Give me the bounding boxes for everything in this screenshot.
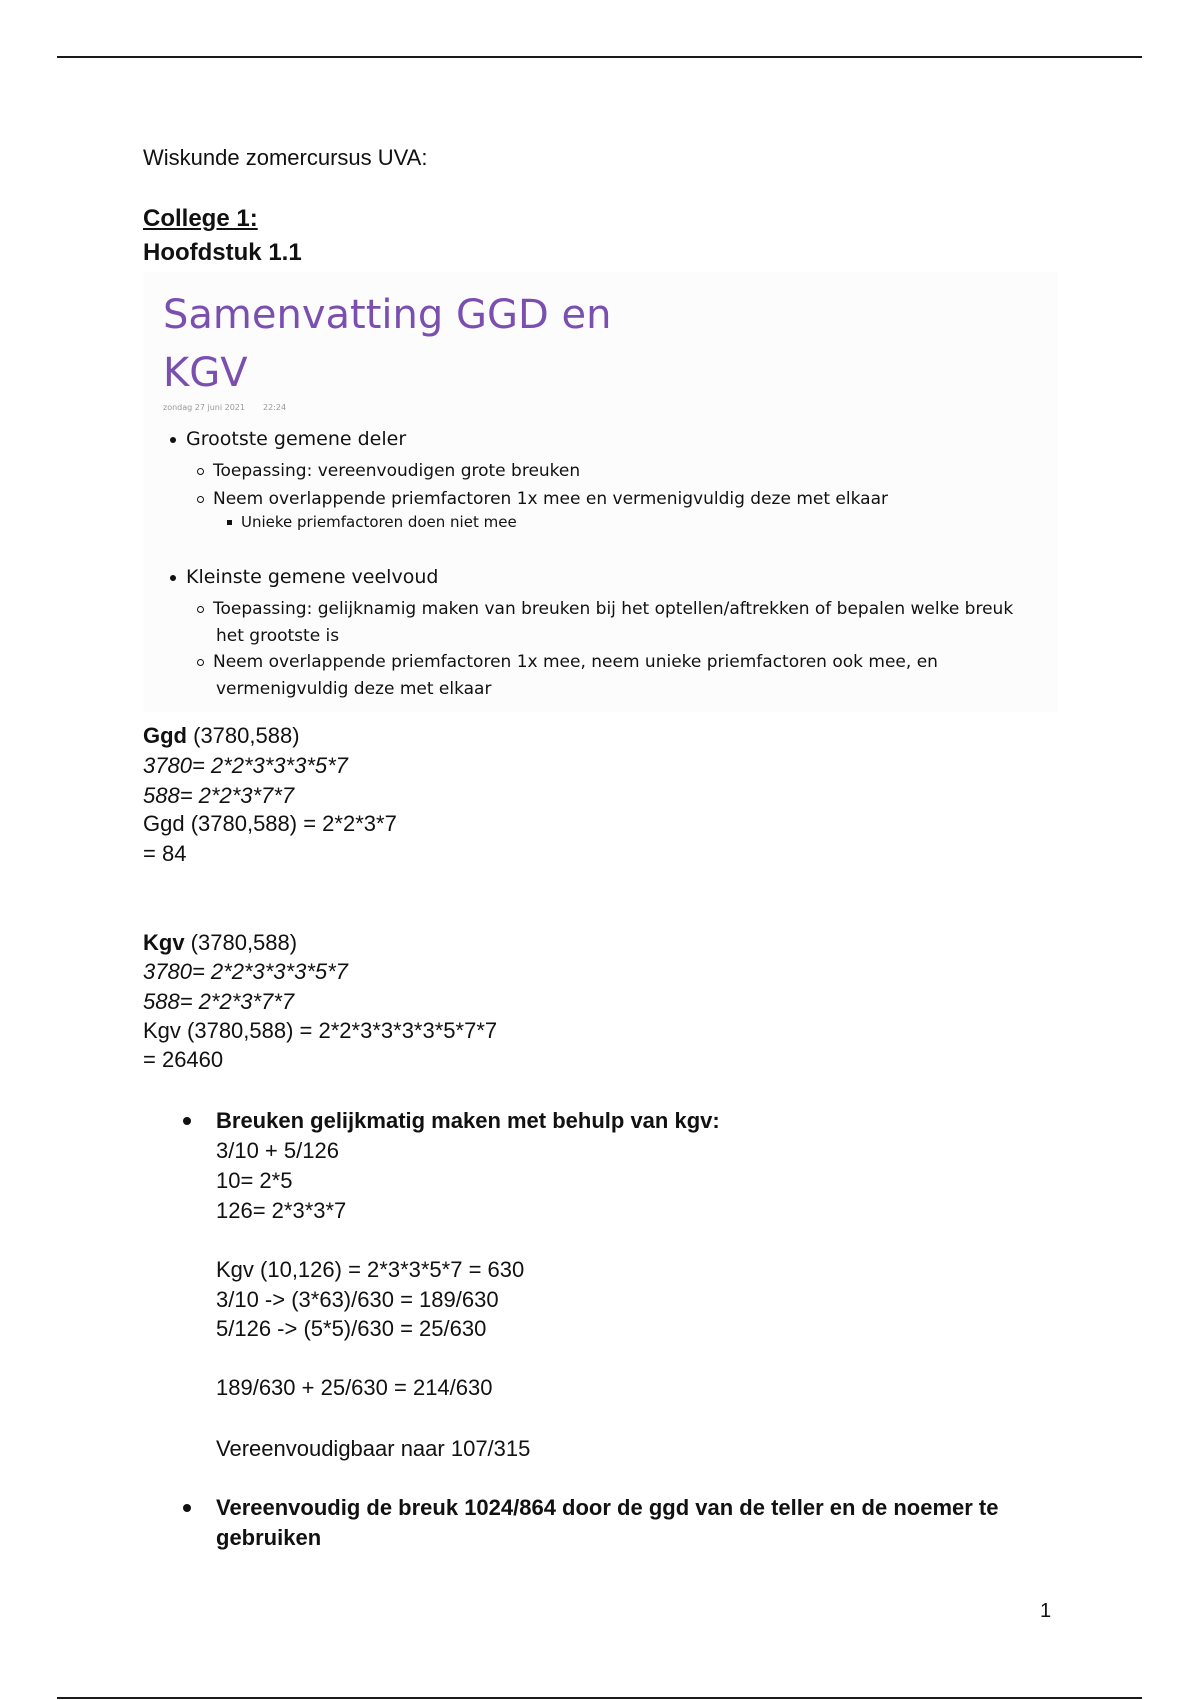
breuken-line6: 5/126 -> (5*5)/630 = 25/630 xyxy=(216,1316,487,1341)
ggd-line3: Ggd (3780,588) = 2*2*3*7 xyxy=(143,811,397,836)
bullet-icon xyxy=(183,1117,191,1125)
kgv-sub1-l2: het grootste is xyxy=(216,626,340,646)
ggd-sub2: Neem overlappende priemfactoren 1x mee en vermenigvuldig deze met elkaar xyxy=(213,489,888,509)
page-number: 1 xyxy=(1040,1600,1052,1622)
ggd-sub2-sub-item xyxy=(227,513,517,531)
breuken-line3: 126= 2*3*3*7 xyxy=(216,1198,347,1223)
bullet-icon xyxy=(170,575,176,581)
bullet-icon xyxy=(183,1504,191,1512)
vereenvoudig-line1: Vereenvoudig de breuk 1024/864 door de ggd van de teller en de noemer te xyxy=(216,1495,999,1520)
circle-bullet-icon xyxy=(197,468,204,475)
kgv-sub1-l1: Toepassing: gelijknamig maken van breuken bij het optellen/aftrekken of bepalen welke breuk xyxy=(213,599,1014,619)
square-bullet-icon xyxy=(227,520,232,525)
ggd-label xyxy=(143,721,300,751)
breuken-line4: Kgv (10,126) = 2*3*3*5*7 = 630 xyxy=(216,1257,525,1282)
note-title-line2: KGV xyxy=(163,350,248,396)
ggd-sub2-sub: Unieke priemfactoren doen niet mee xyxy=(241,513,517,531)
ggd-line4: = 84 xyxy=(143,841,187,866)
kgv-sub1-item xyxy=(197,596,1013,622)
kgv-line1: 3780= 2*2*3*3*3*5*7 xyxy=(143,959,348,984)
vereenvoudig-line2: gebruiken xyxy=(216,1525,322,1550)
kgv-sub2-l2: vermenigvuldig deze met elkaar xyxy=(216,679,492,699)
kgv-label-bold: Kgv xyxy=(143,930,185,955)
ggd-sub1: Toepassing: vereenvoudigen grote breuken xyxy=(213,461,581,481)
ggd-heading: Grootste gemene deler xyxy=(186,428,407,450)
breuken-line7: 189/630 + 25/630 = 214/630 xyxy=(216,1375,493,1400)
kgv-sub2-l1: Neem overlappende priemfactoren 1x mee, neem unieke priemfactoren ook mee, en xyxy=(213,652,938,672)
bullet-icon xyxy=(170,437,176,443)
breuken-line2: 10= 2*5 xyxy=(216,1168,293,1193)
ggd-line2: 588= 2*2*3*7*7 xyxy=(143,783,295,808)
circle-bullet-icon xyxy=(197,606,204,613)
ggd-sub1-item xyxy=(197,458,580,484)
kgv-label-rest: (3780,588) xyxy=(184,930,298,955)
kgv-line3: Kgv (3780,588) = 2*2*3*3*3*3*5*7*7 xyxy=(143,1018,498,1043)
note-title-line1: Samenvatting GGD en xyxy=(163,292,612,338)
ggd-heading-item xyxy=(170,428,406,450)
breuken-line8: Vereenvoudigbaar naar 107/315 xyxy=(216,1436,531,1461)
ggd-line1: 3780= 2*2*3*3*3*5*7 xyxy=(143,753,348,778)
note-title xyxy=(163,286,611,402)
kgv-sub2-item xyxy=(197,649,938,675)
ggd-label-rest: (3780,588) xyxy=(187,723,300,748)
ggd-label-bold: Ggd xyxy=(143,723,187,748)
chapter-heading: Hoofdstuk 1.1 xyxy=(143,239,302,266)
college-heading: College 1: xyxy=(143,205,258,232)
kgv-line2: 588= 2*2*3*7*7 xyxy=(143,989,295,1014)
embedded-note-screenshot xyxy=(143,272,1058,712)
bottom-rule xyxy=(57,1697,1142,1699)
kgv-heading-item xyxy=(170,566,438,588)
note-time: 22:24 xyxy=(263,403,287,412)
note-date: zondag 27 juni 2021 xyxy=(163,403,245,412)
kgv-heading: Kleinste gemene veelvoud xyxy=(186,566,439,588)
breuken-heading: Breuken gelijkmatig maken met behulp van kgv: xyxy=(216,1108,720,1133)
top-rule xyxy=(57,56,1142,58)
breuken-line5: 3/10 -> (3*63)/630 = 189/630 xyxy=(216,1287,499,1312)
breuken-line1: 3/10 + 5/126 xyxy=(216,1138,339,1163)
kgv-label xyxy=(143,928,297,958)
kgv-line4: = 26460 xyxy=(143,1047,224,1072)
circle-bullet-icon xyxy=(197,659,204,666)
circle-bullet-icon xyxy=(197,496,204,503)
intro-line: Wiskunde zomercursus UVA: xyxy=(143,145,428,170)
ggd-sub2-item xyxy=(197,486,888,512)
